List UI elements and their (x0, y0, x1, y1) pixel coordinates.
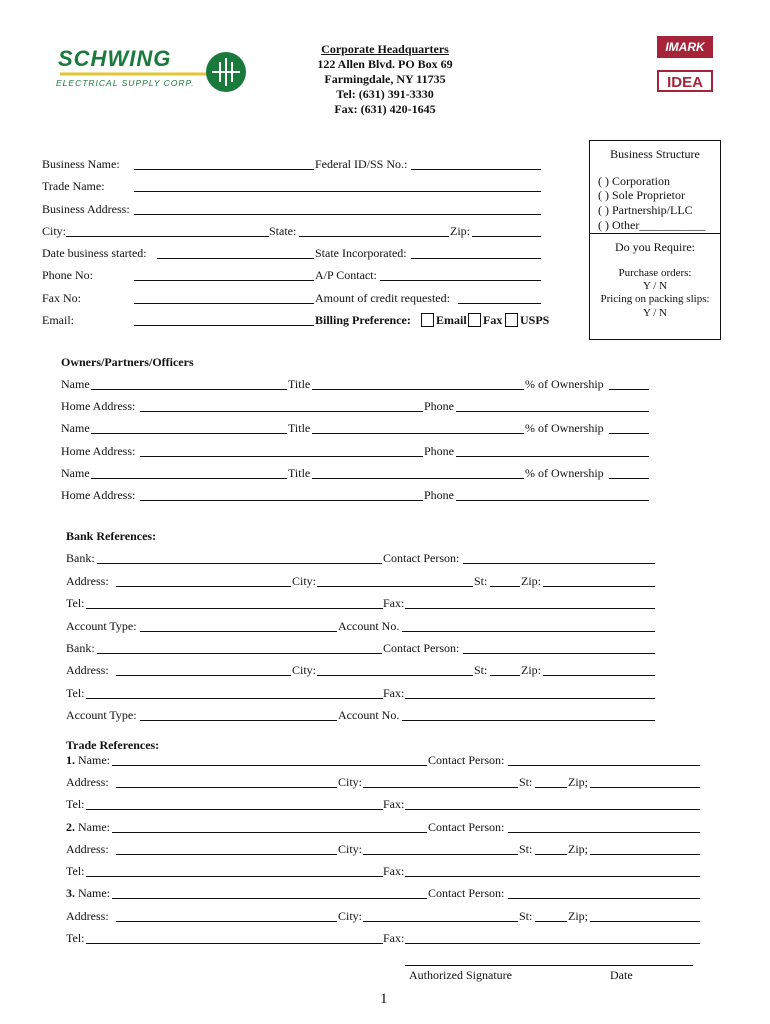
owner-ownership-label: % of Ownership (525, 421, 604, 435)
trade-contact-label: Contact Person: (428, 753, 505, 767)
hq-address-line2: Farmingdale, NY 11735 (324, 72, 446, 86)
bank-zip-label: Zip: (521, 663, 541, 677)
account-number-field[interactable] (402, 720, 655, 721)
hq-tel: Tel: (631) 391-3330 (336, 87, 434, 101)
hq-address-line1: 122 Allen Blvd. PO Box 69 (317, 57, 453, 71)
trade-fax-label: Fax: (383, 797, 405, 811)
state-field[interactable] (299, 236, 449, 237)
billing-preference-label: Billing Preference: (315, 313, 411, 327)
hq-fax: Fax: (631) 420-1645 (334, 102, 436, 116)
owner-ownership-label: % of Ownership (525, 377, 604, 391)
credit-amount-field[interactable] (458, 303, 541, 304)
city-label: City: (42, 224, 67, 238)
trade-state-label: St: (519, 842, 533, 856)
trade-ref-number: 2. (66, 820, 75, 834)
pricing-slips-label: Pricing on packing slips: (600, 293, 710, 305)
owner-ownership-field[interactable] (609, 478, 649, 479)
bank-tel-field[interactable] (86, 608, 383, 609)
owner-phone-label: Phone (424, 444, 454, 458)
owner-phone-label: Phone (424, 399, 454, 413)
bank-name-field[interactable] (97, 653, 382, 654)
date-started-label: Date business started: (42, 246, 147, 260)
trade-address-label: Address: (66, 775, 109, 789)
trade-tel-field[interactable] (86, 943, 383, 944)
business-name-field[interactable] (134, 169, 314, 170)
account-number-label: Account No. (338, 619, 400, 633)
trade-zip-field[interactable] (590, 921, 700, 922)
authorized-signature-field[interactable] (405, 965, 693, 966)
trade-references-title: Trade References: (66, 738, 160, 752)
zip-label: Zip: (450, 224, 470, 238)
purchase-orders-yn[interactable]: Y / N (642, 280, 668, 292)
trade-tel-label: Tel: (66, 797, 85, 811)
trade-zip-field[interactable] (590, 854, 700, 855)
billing-fax-label: Fax (483, 313, 503, 327)
owner-title-label: Title (288, 421, 311, 435)
trade-fax-label: Fax: (383, 864, 405, 878)
trade-city-label: City: (338, 775, 363, 789)
trade-tel-field[interactable] (86, 876, 383, 877)
headquarters-block (290, 42, 480, 117)
trade-zip-label: Zip; (568, 842, 588, 856)
owner-name-field[interactable] (91, 433, 287, 434)
hq-title: Corporate Headquarters (321, 42, 449, 56)
trade-state-field[interactable] (535, 921, 567, 922)
trade-contact-field[interactable] (508, 898, 700, 899)
bank-name-label: Bank: (66, 641, 95, 655)
trade-name-field[interactable] (134, 191, 541, 192)
owner-name-label: Name (61, 421, 90, 435)
logo-subtitle-text: ELECTRICAL SUPPLY CORP. (56, 78, 195, 88)
trade-address-field[interactable] (116, 854, 337, 855)
bank-fax-field[interactable] (405, 698, 655, 699)
owner-ownership-field[interactable] (609, 389, 649, 390)
business-address-field[interactable] (134, 214, 541, 215)
bank-tel-field[interactable] (86, 698, 383, 699)
trade-zip-field[interactable] (590, 787, 700, 788)
bank-city-field[interactable] (317, 586, 473, 587)
trade-city-label: City: (338, 842, 363, 856)
bank-zip-field[interactable] (543, 586, 655, 587)
structure-option-sole-proprietor[interactable]: ( ) Sole Proprietor (598, 188, 685, 202)
page-number: 1 (380, 991, 388, 1007)
business-structure-box (589, 140, 721, 340)
owner-home-address-field[interactable] (140, 500, 423, 501)
bank-address-label: Address: (66, 663, 109, 677)
phone-field[interactable] (134, 280, 314, 281)
date-started-field[interactable] (157, 258, 314, 259)
bank-address-field[interactable] (116, 675, 291, 676)
bank-state-label: St: (474, 574, 488, 588)
bank-city-field[interactable] (317, 675, 473, 676)
trade-fax-field[interactable] (405, 943, 700, 944)
billing-email-checkbox[interactable] (421, 313, 434, 327)
structure-option-partnership[interactable]: ( ) Partnership/LLC (598, 203, 693, 217)
bank-references-title: Bank References: (66, 529, 157, 543)
state-incorporated-field[interactable] (411, 258, 541, 259)
bank-zip-field[interactable] (543, 675, 655, 676)
bank-address-label: Address: (66, 574, 109, 588)
email-field[interactable] (134, 325, 314, 326)
trade-ref-number: 1. (66, 753, 75, 767)
credit-amount-label: Amount of credit requested: (315, 291, 450, 305)
owners-section-title: Owners/Partners/Officers (61, 355, 194, 369)
account-type-label: Account Type: (66, 619, 137, 633)
structure-divider (590, 233, 720, 234)
trade-fax-label: Fax: (383, 931, 405, 945)
owner-home-address-field[interactable] (140, 456, 423, 457)
bank-city-label: City: (292, 574, 317, 588)
owner-home-address-label: Home Address: (61, 444, 136, 458)
state-label: State: (269, 224, 297, 238)
trade-state-field[interactable] (535, 787, 567, 788)
trade-name-ref-label: Name: (78, 886, 110, 900)
trade-name-ref-label: Name: (78, 753, 110, 767)
trade-city-field[interactable] (363, 787, 518, 788)
purchase-orders-label: Purchase orders: (618, 267, 692, 279)
ap-contact-field[interactable] (380, 280, 541, 281)
zip-field[interactable] (472, 236, 541, 237)
owner-title-label: Title (288, 377, 311, 391)
trade-address-field[interactable] (116, 787, 337, 788)
owner-ownership-field[interactable] (609, 433, 649, 434)
bank-address-field[interactable] (116, 586, 291, 587)
fax-label: Fax No: (42, 291, 81, 305)
imark-badge (657, 36, 713, 58)
bank-contact-label: Contact Person: (383, 551, 460, 565)
trade-contact-field[interactable] (508, 765, 700, 766)
owner-name-field[interactable] (91, 389, 287, 390)
billing-email-label: Email (436, 313, 467, 327)
trade-city-field[interactable] (363, 921, 518, 922)
federal-id-field[interactable] (411, 169, 541, 170)
trade-ref-number: 3. (66, 886, 75, 900)
trade-tel-label: Tel: (66, 931, 85, 945)
bank-city-label: City: (292, 663, 317, 677)
billing-usps-checkbox[interactable] (505, 313, 518, 327)
city-field[interactable] (66, 236, 269, 237)
trade-name-ref-label: Name: (78, 820, 110, 834)
business-structure-title: Business Structure (610, 147, 700, 161)
authorized-signature-label: Authorized Signature (409, 968, 512, 982)
trade-tel-label: Tel: (66, 864, 85, 878)
owner-phone-field[interactable] (456, 500, 649, 501)
require-title: Do you Require: (615, 240, 695, 254)
signature-date-label: Date (610, 968, 633, 982)
idea-badge-text: IDEA (667, 74, 703, 91)
trade-state-label: St: (519, 909, 533, 923)
owner-phone-field[interactable] (456, 456, 649, 457)
owner-title-field[interactable] (312, 389, 524, 390)
owner-title-label: Title (288, 466, 311, 480)
owner-title-field[interactable] (312, 478, 524, 479)
trade-name-ref-field[interactable] (112, 765, 427, 766)
trade-contact-field[interactable] (508, 832, 700, 833)
trade-zip-label: Zip; (568, 775, 588, 789)
owner-phone-field[interactable] (456, 411, 649, 412)
owner-home-address-field[interactable] (140, 411, 423, 412)
structure-option-other[interactable]: ( ) Other___________ (598, 218, 706, 232)
bank-contact-field[interactable] (463, 563, 655, 564)
trade-address-field[interactable] (116, 921, 337, 922)
trade-fax-field[interactable] (405, 876, 700, 877)
idea-badge (657, 70, 713, 92)
business-name-label: Business Name: (42, 157, 120, 171)
logo-brand-text: SCHWING (58, 46, 172, 71)
account-number-label: Account No. (338, 708, 400, 722)
business-address-label: Business Address: (42, 202, 130, 216)
billing-usps-label: USPS (520, 313, 550, 327)
owner-ownership-label: % of Ownership (525, 466, 604, 480)
trade-address-label: Address: (66, 909, 109, 923)
fax-field[interactable] (134, 303, 314, 304)
account-type-field[interactable] (140, 631, 337, 632)
bank-state-label: St: (474, 663, 488, 677)
trade-state-field[interactable] (535, 854, 567, 855)
email-label: Email: (42, 313, 74, 327)
owner-home-address-label: Home Address: (61, 488, 136, 502)
owner-name-field[interactable] (91, 478, 287, 479)
owner-title-field[interactable] (312, 433, 524, 434)
trade-city-field[interactable] (363, 854, 518, 855)
state-incorporated-label: State Incorporated: (315, 246, 407, 260)
bank-contact-field[interactable] (463, 653, 655, 654)
bank-zip-label: Zip: (521, 574, 541, 588)
owner-phone-label: Phone (424, 488, 454, 502)
bank-name-field[interactable] (97, 563, 382, 564)
trade-address-label: Address: (66, 842, 109, 856)
trade-state-label: St: (519, 775, 533, 789)
ap-contact-label: A/P Contact: (315, 268, 377, 282)
phone-label: Phone No: (42, 268, 93, 282)
account-type-label: Account Type: (66, 708, 137, 722)
bank-fax-label: Fax: (383, 596, 405, 610)
structure-option-corporation[interactable]: ( ) Corporation (598, 174, 670, 188)
bank-name-label: Bank: (66, 551, 95, 565)
bank-tel-label: Tel: (66, 686, 85, 700)
federal-id-label: Federal ID/SS No.: (315, 157, 408, 171)
trade-fax-field[interactable] (405, 809, 700, 810)
trade-name-label: Trade Name: (42, 179, 105, 193)
bank-state-field[interactable] (490, 675, 520, 676)
company-logo (52, 44, 252, 100)
bank-fax-field[interactable] (405, 608, 655, 609)
trade-zip-label: Zip; (568, 909, 588, 923)
account-number-field[interactable] (402, 631, 655, 632)
bank-state-field[interactable] (490, 586, 520, 587)
billing-fax-checkbox[interactable] (468, 313, 481, 327)
trade-tel-field[interactable] (86, 809, 383, 810)
account-type-field[interactable] (140, 720, 337, 721)
trade-name-ref-field[interactable] (112, 832, 427, 833)
trade-contact-label: Contact Person: (428, 886, 505, 900)
owner-name-label: Name (61, 377, 90, 391)
owner-name-label: Name (61, 466, 90, 480)
pricing-slips-yn[interactable]: Y / N (642, 307, 668, 319)
trade-name-ref-field[interactable] (112, 898, 427, 899)
bank-tel-label: Tel: (66, 596, 85, 610)
bank-fax-label: Fax: (383, 686, 405, 700)
bank-contact-label: Contact Person: (383, 641, 460, 655)
trade-contact-label: Contact Person: (428, 820, 505, 834)
trade-city-label: City: (338, 909, 363, 923)
imark-badge-text: IMARK (665, 40, 705, 54)
owner-home-address-label: Home Address: (61, 399, 136, 413)
